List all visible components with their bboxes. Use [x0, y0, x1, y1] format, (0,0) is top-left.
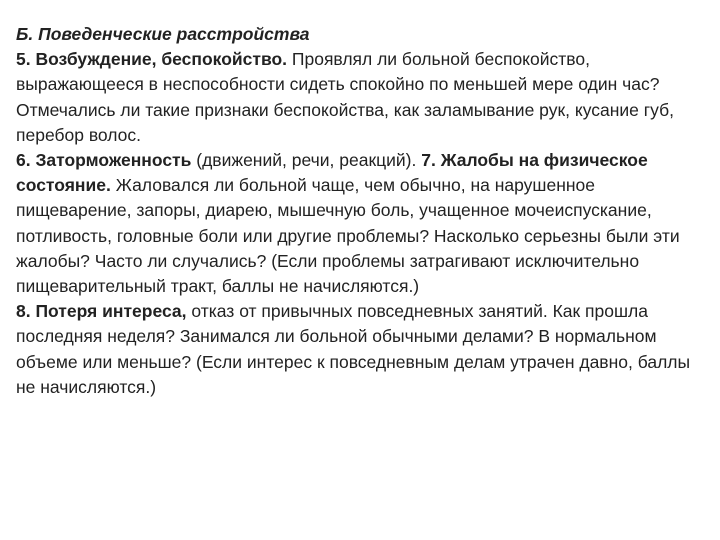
section-heading: Б. Поведенческие расстройства [16, 24, 310, 44]
item-7-text: Жаловался ли больной чаще, чем обычно, на нарушенное пищеварение, запоры, диарею, мышечную боль, учащенное мочеиспускание, потливость, головные боли или другие проблемы? Насколько серьезны были эти жалобы? Часто ли случались? (Если проблемы затрагивают исключительно пищеварительный тракт, баллы не начисляются.) [16, 175, 680, 297]
item-8-paragraph [16, 299, 706, 400]
item-5-title: 5. Возбуждение, беспокойство. [16, 49, 288, 70]
item-6-title: 6. Заторможенность [16, 150, 192, 171]
item-7-title: 7. Жалобы на физическое состояние. [16, 150, 648, 196]
item-5-paragraph [16, 47, 706, 148]
item-6-text: (движений, речи, реакций). [191, 150, 422, 171]
item-8-text: отказ от привычных повседневных занятий. Как прошла последняя неделя? Занимался ли больной обычными делами? В нормальном объеме или меньше? (Если интерес к повседневным делам утрачен давно, баллы не начисляются.) [16, 301, 691, 397]
item-6-7-paragraph [16, 148, 706, 299]
item-5-text: Проявлял ли больной беспокойство, выражающееся в неспособности сидеть спокойно по меньшей мере один час? Отмечались ли такие признаки беспокойства, как заламывание рук, кусание губ, перебор волос. [16, 49, 674, 145]
item-8-title: 8. Потеря интереса, [16, 301, 187, 322]
